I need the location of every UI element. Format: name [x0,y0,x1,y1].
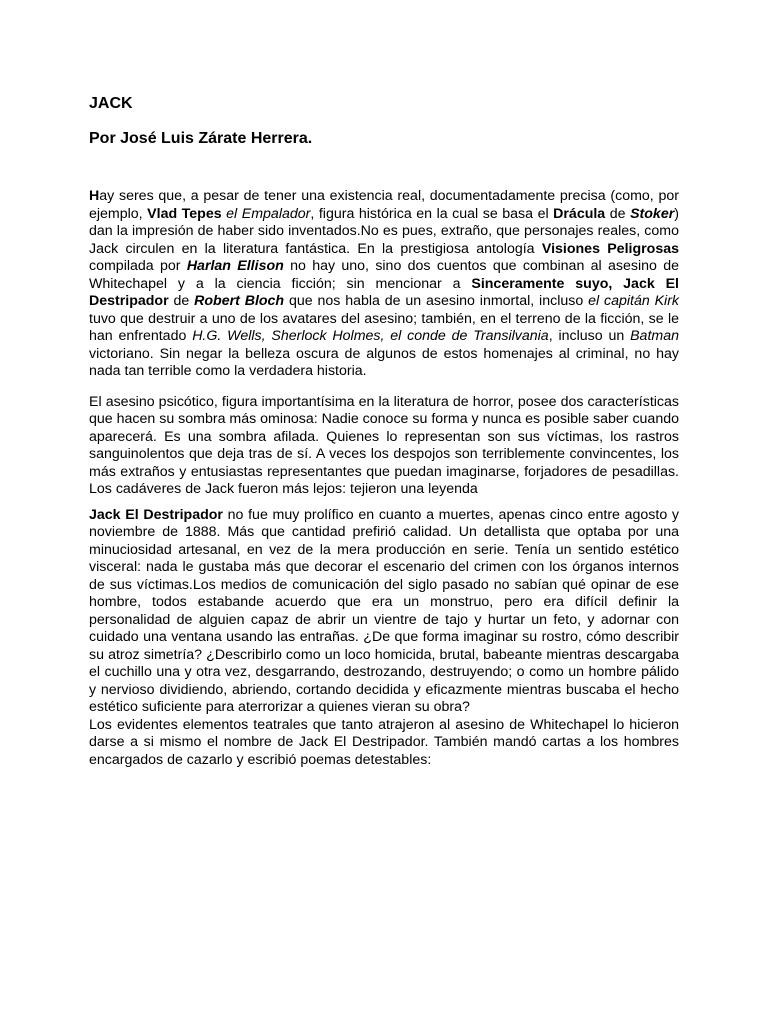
title-sinceramente-suyo: Sinceramente suyo, Jack El Destripador [89,275,679,309]
document-page [89,92,679,769]
text-run: compilada por [89,258,187,274]
paragraph-intro [89,188,679,381]
name-batman: Batman [630,328,679,344]
text-run: de [168,293,195,309]
text-run: , figura histórica en la cual se basa el [310,205,554,222]
text-run: no fue muy prolífico en cuanto a muertes, apenas cinco entre agosto y noviembre de 1888. Más que cantidad prefirió calidad. Un detallista que optaba por una minuciosidad artesanal, en vez de la mera producción en serie. Tenía un sentido estético visceral: nada le gustaba más que decorar el escenario del crimen con los órganos internos de sus víctimas.Los medios de comunicación del siglo pasado no sabían qué opinar de ese hombre, todos estabande acuerdo que era un monstruo, pero era difícil definir la personalidad de alguien capaz de abrir un vientre de tajo y hurtar un feto, y adornar con cuidado una ventana usando las entrañas. ¿De que forma imaginar su rostro, cómo describir su atroz simetría? ¿Describirlo como un loco homicida, brutal, babeante mientras descargaba el cuchillo una y otra vez, desgarrando, destrozando, destruyendo; o como un hombre pálido y nervioso dividiendo, abriendo, cortando decidida y eficazmente mientras buscaba el hecho estético suficiente para aterrorizar a quienes vieran su obra? [89,506,679,715]
text-run: tuvo que destruir a uno de los avatares del asesino; también, en el terreno de la ficción, se le han enfrentado [89,310,679,344]
epithet-empalador: el Empalador [226,205,311,222]
document-title: JACK [89,95,133,112]
drop-letter: H [89,188,100,204]
text-run: victoriano. Sin negar la belleza oscura de algunos de estos homenajes al criminal, no hay nada tan terrible como la verdadera historia. [89,345,679,379]
paragraph-teatrales: Los evidentes elementos teatrales que tanto atrajeron al asesino de Whitechapel lo hicieron darse a si mismo el nombre de Jack El Destripador. También mandó cartas a los hombres encargados de cazarlo y escribió poemas detestables: [89,716,679,768]
title-visiones-peligrosas: Visiones Peligrosas [541,240,679,257]
name-capitan-kirk: el capitán Kirk [588,293,680,309]
name-stoker: Stoker [630,205,675,222]
text-run: no hay uno, sino dos cuentos que combinan al asesino de Whitechapel y a la ciencia ficción; sin mencionar a [89,258,680,292]
paragraph-asesino: El asesino psicótico, figura importantísima en la literatura de horror, posee dos características que hacen su sombra más ominosa: Nadie conoce su forma y nunca es posible saber cuando aparecerá. Es una sombra afilada. Quienes lo representan son sus víctimas, los rastros sanguinolentos que deja tras de sí. A veces los despojos son terriblemente convincentes, los más extraños y entusiastas representantes que puedan imaginarse, forjadores de pesadillas. Los cadáveres de Jack fueron más lejos: tejieron una leyenda [89,393,679,497]
name-harlan-ellison: Harlan Ellison [186,258,284,274]
name-vlad-tepes: Vlad Tepes [147,205,222,222]
text-run: de [605,205,631,222]
paragraph-destripador [89,507,679,717]
author-line: Por José Luis Zárate Herrera. [89,130,313,147]
text-run: que nos habla de un asesino inmortal, incluso [284,293,589,309]
text-run: ay seres que, a pesar de tener una existencia real, documentadamente precisa (como, por ejemplo, [89,188,679,222]
names-wells-holmes: H.G. Wells, Sherlock Holmes, el conde de Transilvania [192,328,549,344]
name-jack-el-destripador: Jack El Destripador [89,506,223,523]
title-dracula: Drácula [553,205,606,222]
text-run: , incluso un [548,328,631,344]
name-robert-bloch: Robert Bloch [194,293,285,309]
text-run: ) dan la impresión de haber sido inventados.No es pues, extraño, que personajes reales, como Jack circulen en la literatura fantástica. En la prestigiosa antología [89,205,679,257]
